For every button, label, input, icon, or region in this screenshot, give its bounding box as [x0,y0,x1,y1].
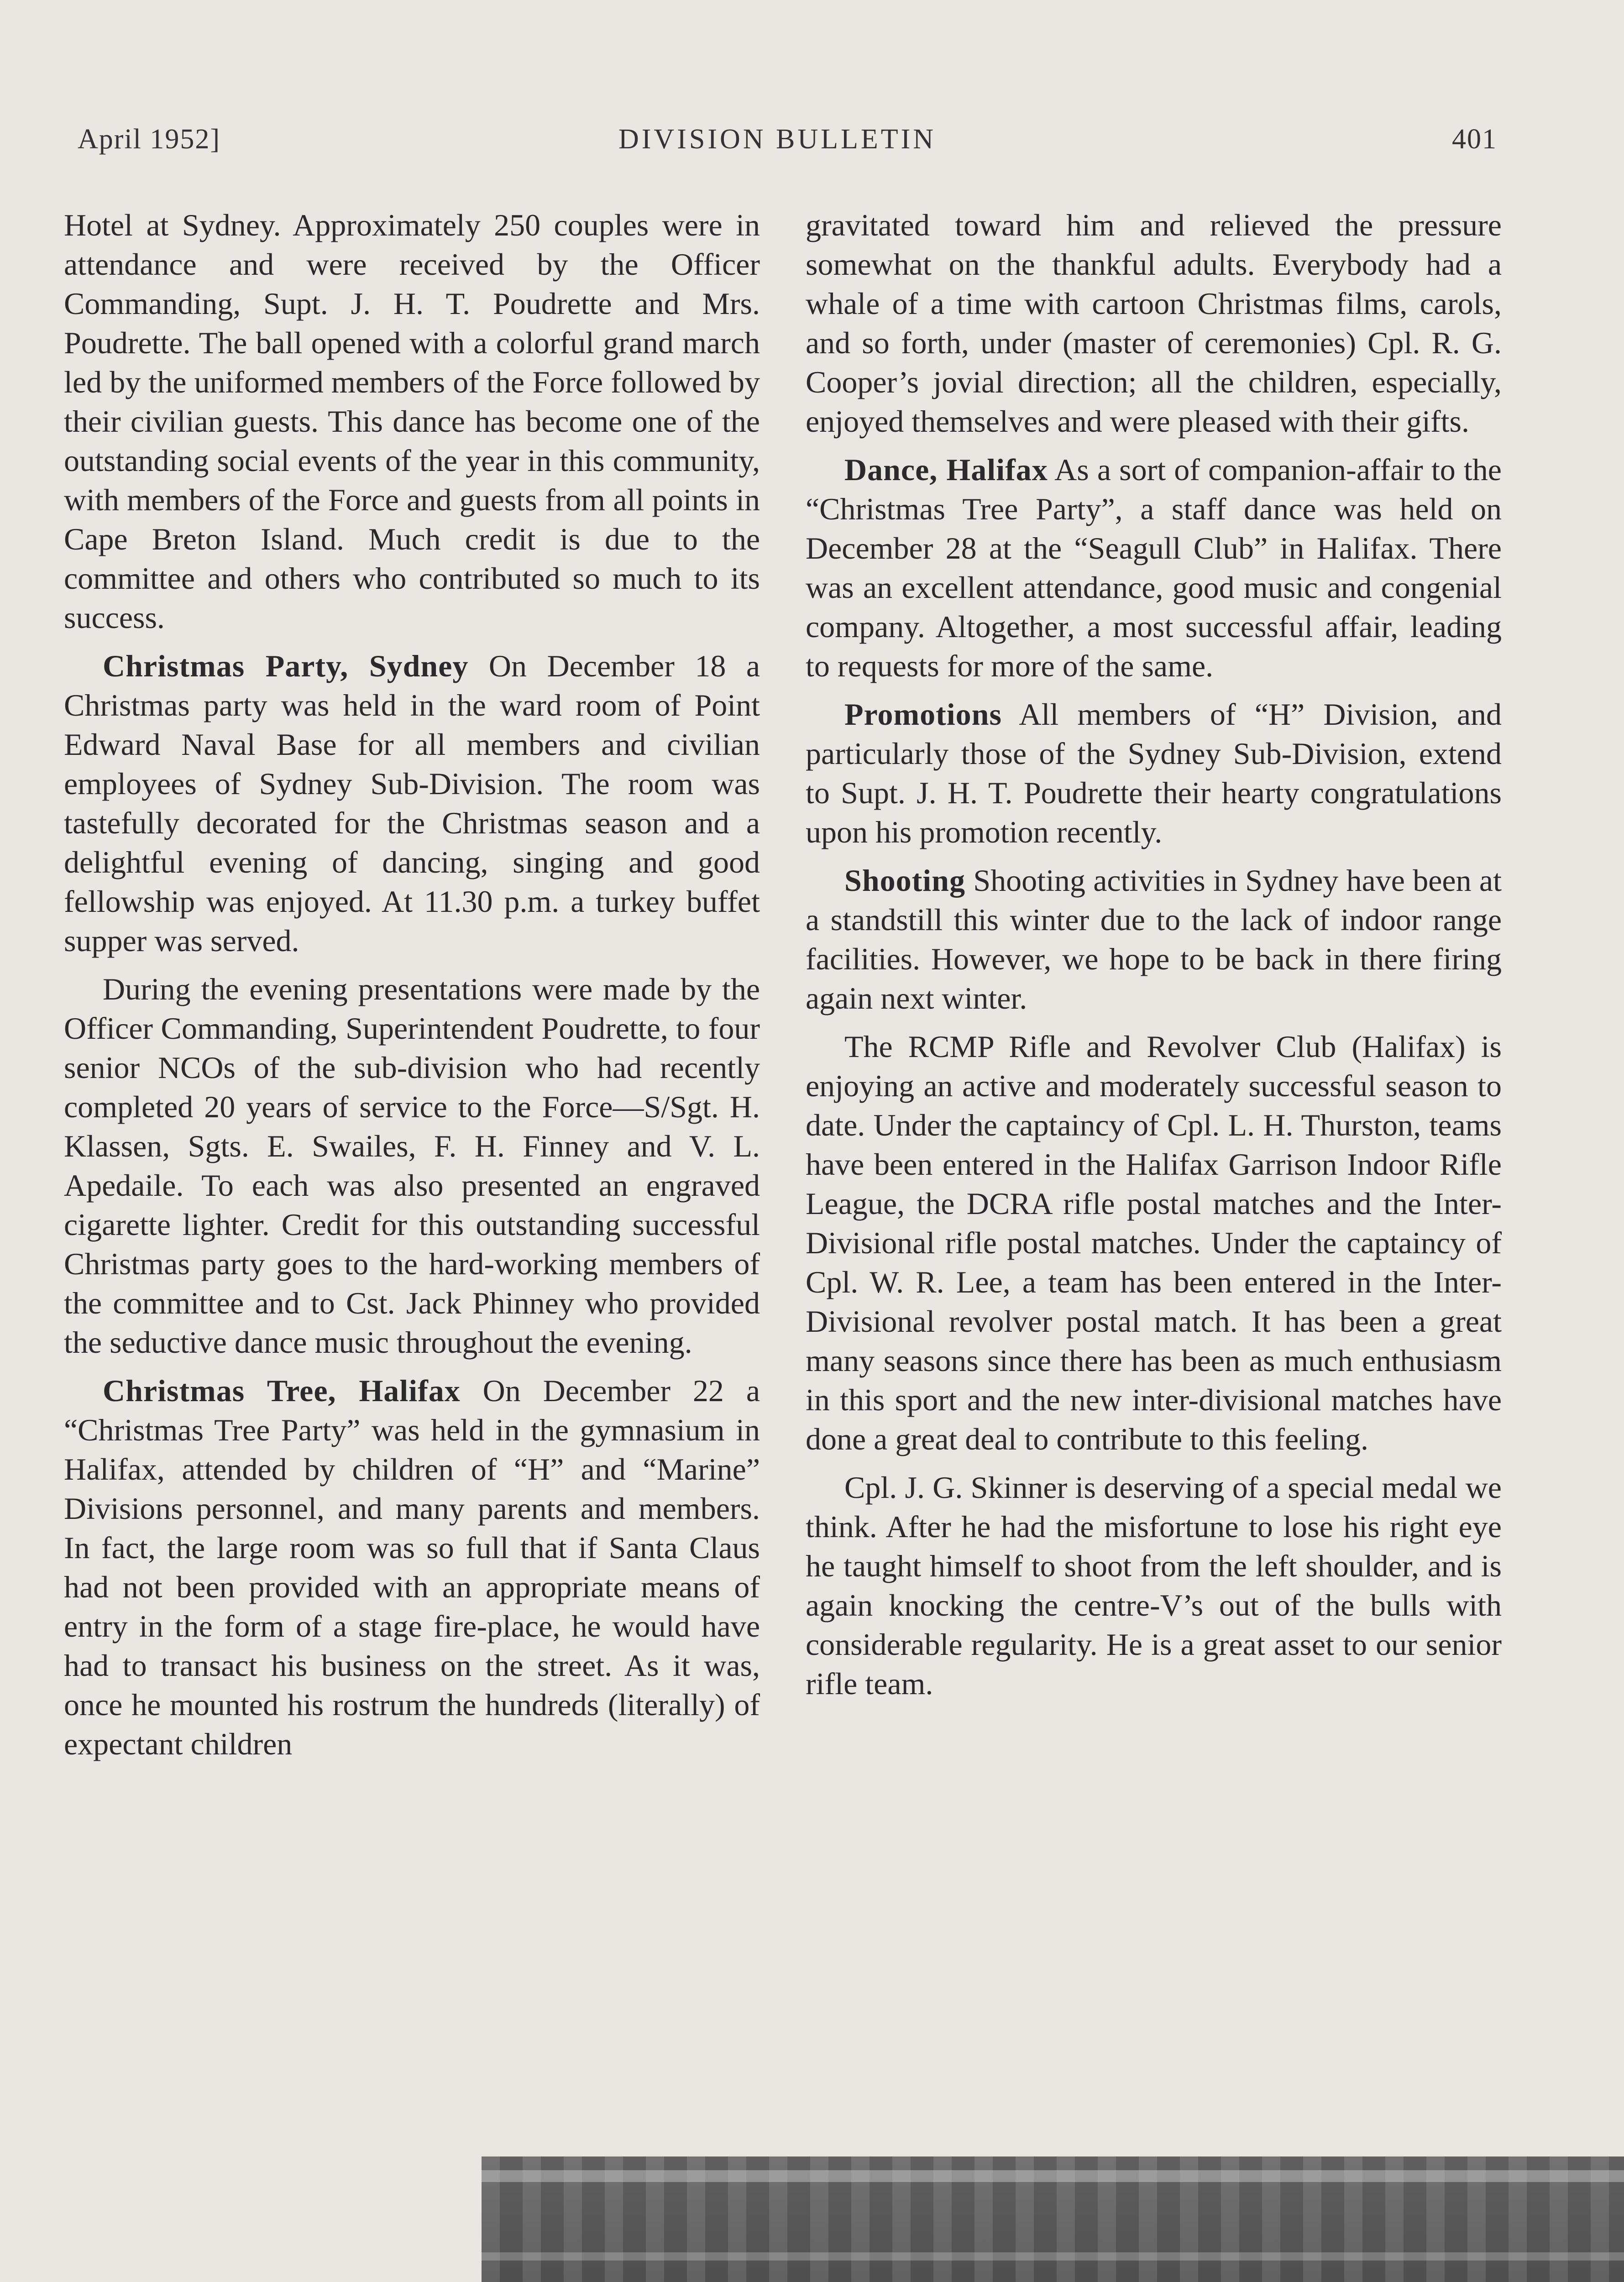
section-heading-shooting: Shooting [844,863,965,898]
paragraph-gravitated: gravitated toward him and relieved the pressure somewhat on the thankful adults. Everybody had a whale of a time with cartoon Christmas films, carols, and so forth, under (master of ceremonies) Cpl. R. G. Cooper’s jovial direction; all the children, especially, enjoyed themselves and were pleased with their gifts. [806,208,1502,439]
paragraph-text: As a sort of companion-affair to the “Christmas Tree Party”, a staff dance was held on December 28 at the “Seagull Club” in Halifax. There was an excellent attendance, good music and congenial company. Altogether, a most successful affair, leading to requests for more of the same. [806,452,1502,683]
right-column [806,205,1502,1712]
paragraph-rifle-club: The RCMP Rifle and Revolver Club (Halifax) is enjoying an active and moderately successful season to date. Under the captaincy of Cpl. L. H. Thurston, teams have been entered in the Halifax Garrison Indoor Rifle League, the DCRA rifle postal matches and the Inter-Divisional rifle postal matches. Under the captaincy of Cpl. W. R. Lee, a team has been entered in the Inter-Divisional revolver postal match. It has been a great many seasons since there has been as much enthusiasm in this sport and the new inter-divisional matches have done a great deal to contribute to this feeling. [806,1029,1502,1456]
paragraph-promotions [806,695,1502,852]
section-heading-dance-halifax: Dance, Halifax [844,452,1048,487]
paragraph-text: On December 18 a Christmas party was held in the ward room of Point Edward Naval Base for all members and civilian employees of Sydney Sub-Division. The room was tastefully decorated for the Christmas season and a delightful evening of dancing, singing and good fellowship was enjoyed. At 11.30 p.m. a turkey buffet supper was served. [64,649,760,958]
dance-photo [482,2156,1624,2282]
paragraph-skinner: Cpl. J. G. Skinner is deserving of a special medal we think. After he had the misfortune to lose his right eye he taught himself to shoot from the left shoulder, and is again knocking the centre-V’s out of the bulls with considerable regularity. He is a great asset to our senior rifle team. [806,1470,1502,1701]
paragraph-christmas-party-sydney [64,646,760,960]
paragraph-text: All members of “H” Division, and particularly those of the Sydney Sub-Division, extend to Supt. J. H. T. Poudrette their hearty congratulations upon his promotion recently. [806,697,1502,849]
section-heading-christmas-tree-halifax: Christmas Tree, Halifax [103,1373,461,1408]
running-header [78,123,1497,164]
issue-date: April 1952] [78,124,221,155]
paragraph-presentations: During the evening presentations were made by the Officer Commanding, Superintendent Poudrette, to four senior NCOs of the sub-division who had recently completed 20 years of service to the Force—S/Sgt. H. Klassen, Sgts. E. Swailes, F. H. Finney and V. L. Apedaile. To each was also presented an engraved cigarette lighter. Credit for this outstanding successful Christmas party goes to the hard-working members of the committee and to Cst. Jack Phinney who provided the seductive dance music throughout the evening. [64,972,760,1360]
paragraph-hotel-sydney: Hotel at Sydney. Approximately 250 couples were in attendance and were received by the Officer Commanding, Supt. J. H. T. Poudrette and Mrs. Poudrette. The ball opened with a colorful grand march led by the uniformed members of the Force followed by their civilian guests. This dance has become one of the outstanding social events of the year in this community, with members of the Force and guests from all points in Cape Breton Island. Much credit is due to the committee and others who contributed so much to its success. [64,208,760,635]
publication-title: DIVISION BULLETIN [618,124,937,155]
photo-rafter [482,2170,1624,2182]
paragraph-christmas-tree-halifax [64,1371,760,1764]
section-heading-promotions: Promotions [844,697,1002,732]
left-column [64,205,760,1773]
page-number: 401 [1452,124,1497,155]
section-heading-christmas-party-sydney: Christmas Party, Sydney [103,649,469,683]
paragraph-shooting [806,861,1502,1018]
photo-rafter [482,2252,1624,2261]
paragraph-text: On December 22 a “Christmas Tree Party” was held in the gymnasium in Halifax, attended by children of “H” and “Marine” Divisions personnel, and many parents and members. In fact, the large room was so full that if Santa Claus had not been provided with an appropriate means of entry in the form of a stage fire-place, he would have had to transact his business on the street. As it was, once he mounted his rostrum the hundreds (literally) of expectant children [64,1373,760,1761]
paragraph-dance-halifax [806,450,1502,686]
paragraph-text: Shooting activities in Sydney have been at a standstill this winter due to the lack of indoor range facilities. However, we hope to be back in there firing again next winter. [806,863,1502,1015]
